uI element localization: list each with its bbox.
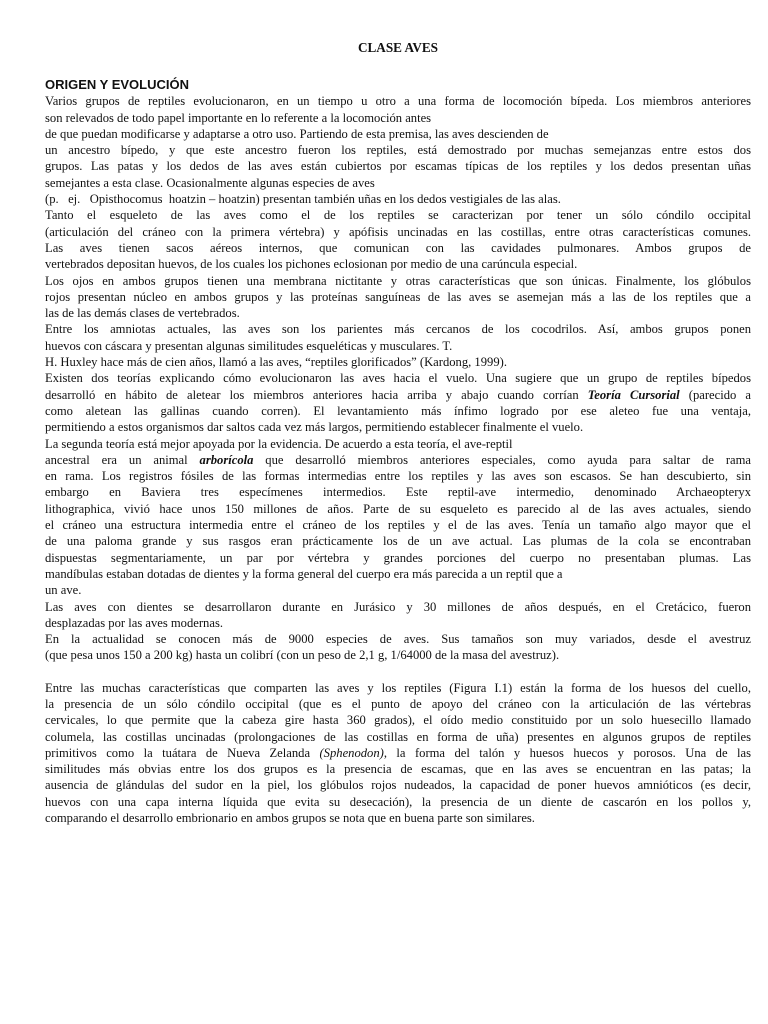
text-line: son relevados de todo papel importante en lo referente a la locomoción antes xyxy=(45,110,432,125)
text-line: Tanto el esqueleto de las aves como el de los reptiles se caracterizan por tener un sólo cóndilo occipital xyxy=(45,208,751,223)
text-line: (p. ej. Opisthocomus hoatzin – hoatzin) presentan también uñas en los dedos vestigiales de las alas. xyxy=(45,192,561,207)
text-line: semejantes a esta clase. Ocasionalmente algunas especies de aves xyxy=(45,175,375,190)
text-line: huevos con una capa interna líquida que evita su desecación), la presencia de un diente de cascarón en los pollos y, xyxy=(45,794,751,809)
text-line: Existen dos teorías explicando cómo evolucionaron las aves hacia el vuelo. Una sugiere que un grupo de reptiles bípedos xyxy=(45,371,751,386)
text-line: la presencia de un sólo cóndilo occipital (que es el punto de apoyo del cráneo con la articulación de las vértebras xyxy=(45,696,751,711)
text-line: de que puedan modificarse y adaptarse a otro uso. Partiendo de esta premisa, las aves descienden de xyxy=(45,126,549,141)
theory-term: Teoría Cursorial xyxy=(587,387,680,402)
text-line: en rama. Los registros fósiles de las formas intermedias entre los reptiles y las aves son escasos. Se han descubierto, sin xyxy=(45,469,751,484)
text-line xyxy=(45,745,751,761)
paragraph-spacer xyxy=(45,664,751,680)
text-line: rojos presentan núcleo en ambos grupos y las proteínas sanguíneas de las aves se asemejan más a las de los reptiles que a xyxy=(45,289,751,304)
text-line: En la actualidad se conocen más de 9000 especies de aves. Sus tamaños son muy variados, desde el avestruz xyxy=(45,632,751,647)
text-segment: que desarrolló miembros anteriores especiales, como ayuda para saltar de rama xyxy=(253,452,751,467)
document-page xyxy=(45,40,751,826)
text-line: huevos con cáscara y presentan algunas similitudes esqueléticas y musculares. T. xyxy=(45,338,453,353)
text-line: H. Huxley hace más de cien años, llamó a las aves, “reptiles glorificados” (Kardong, 1999). xyxy=(45,355,507,370)
species-name: (Sphenodon) xyxy=(319,745,384,760)
text-line: grupos. Las patas y los dedos de las aves están cubiertos por escamas típicas de los reptiles y los dedos presentan uñas xyxy=(45,159,751,174)
text-line: Las aves con dientes se desarrollaron durante en Jurásico y 30 millones de años después, en el Cretácico, fueron xyxy=(45,599,751,614)
text-line: el cráneo una estructura intermedia entre el cráneo de los reptiles y el de las aves. Tenía un tamaño algo mayor que el xyxy=(45,518,751,533)
text-segment: (parecido a xyxy=(679,387,752,402)
text-line: comparando el desarrollo embrionario en ambos grupos se nota que en buena parte son similares. xyxy=(45,811,535,826)
text-line: vertebrados depositan huevos, de los cuales los pichones eclosionan por medio de una carúncula especial. xyxy=(45,257,578,272)
text-line: cervicales, lo que permite que la cabeza gire hasta 360 grados), el oído medio constituido por un solo huesecillo llamado xyxy=(45,713,751,728)
text-line: como aletean las gallinas cuando corren). El levantamiento más ínfimo logrado por ese aleteo fue una ventaja, xyxy=(45,403,751,418)
text-line: (que pesa unos 150 a 200 kg) hasta un colibrí (con un peso de 2,1 g, 1/64000 de la masa del avestruz). xyxy=(45,648,560,663)
text-line: La segunda teoría está mejor apoyada por la evidencia. De acuerdo a esta teoría, el ave-reptil xyxy=(45,436,513,451)
text-line xyxy=(45,452,751,468)
text-line: Entre los amniotas actuales, las aves son los parientes más cercanos de los cocodrilos. Así, ambos grupos ponen xyxy=(45,322,751,337)
text-line: Los ojos en ambos grupos tienen una membrana nictitante y otras características que son únicas. Finalmente, los glóbulos xyxy=(45,273,751,288)
text-line: embargo en Baviera tres especímenes intermedios. Este reptil-ave intermedio, denominado Archaeopteryx xyxy=(45,485,751,500)
text-segment: desarrolló en hábito de aletear los miembros anteriores hacia arriba y abajo cuando corrían xyxy=(45,387,588,402)
text-line: de una paloma grande y sus rasgos eran prácticamente los de un ave actual. Las plumas de la cola se encontraban xyxy=(45,534,751,549)
text-line: similitudes más obvias entre los dos grupos es la presencia de escamas, que en las aves se encuentran en las patas; la xyxy=(45,762,751,777)
text-line: las de las demás clases de vertebrados. xyxy=(45,306,240,321)
text-line: columela, las costillas uncinadas (prolongaciones de las costillas en forma de uña) presentes en algunos grupos de reptiles xyxy=(45,729,751,744)
text-segment: ancestral era un animal xyxy=(45,452,200,467)
text-line: Entre las muchas características que comparten las aves y los reptiles (Figura I.1) están la forma de los huesos del cuello, xyxy=(45,680,751,695)
text-line: lithographica, vivió hace unos 150 millones de años. Parte de su esqueleto es parecido al de las aves actuales, siendo xyxy=(45,501,751,516)
emphasis-term: arborícola xyxy=(199,452,254,467)
text-line: un ancestro bípedo, y que este ancestro fueron los reptiles, está demostrado por muchas semejanzas entre estos dos xyxy=(45,143,751,158)
text-line: desplazadas por las aves modernas. xyxy=(45,615,223,630)
text-line: un ave. xyxy=(45,583,82,598)
text-line xyxy=(45,387,751,403)
text-line: Varios grupos de reptiles evolucionaron, en un tiempo u otro a una forma de locomoción bípeda. Los miembros anteriores xyxy=(45,94,751,109)
text-line: (articulación del cráneo con la primera vértebra) y apófisis uncinadas en las costillas, entre otras características comunes. xyxy=(45,224,751,239)
text-line: dispuestas segmentariamente, un par por vértebra y grandes porciones del cuerpo no presentaban plumas. Las xyxy=(45,550,751,565)
text-line: ausencia de glándulas del sudor en la piel, los glóbulos rojos nudeados, la capacidad de poner huevos amnióticos (es decir, xyxy=(45,778,751,793)
text-segment: , la forma del talón y huesos huecos y porosos. Una de las xyxy=(383,745,751,760)
text-segment: primitivos como la tuátara de Nueva Zelanda xyxy=(45,745,320,760)
text-line: mandíbulas estaban dotadas de dientes y la forma general del cuerpo era más parecida a un reptil que a xyxy=(45,566,563,581)
document-title: CLASE AVES xyxy=(357,40,439,55)
section-heading: ORIGEN Y EVOLUCIÓN xyxy=(45,77,189,93)
text-line: permitiendo a estos organismos dar saltos cada vez más largos, permitiendo establecer finalmente el vuelo. xyxy=(45,420,584,435)
text-line: Las aves tienen sacos aéreos internos, que comunican con las cavidades pulmonares. Ambos grupos de xyxy=(45,240,751,255)
